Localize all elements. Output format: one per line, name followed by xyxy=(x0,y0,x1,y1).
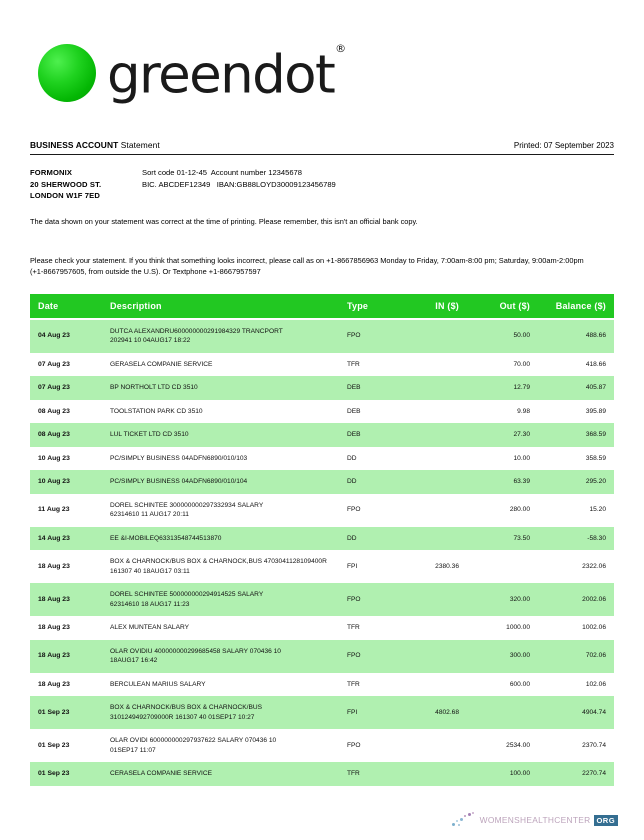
cell-description xyxy=(102,376,339,400)
description-line-1: EE &I-MOBILEQ63313548744513870 xyxy=(110,534,222,542)
cell-in: 2380.36 xyxy=(395,550,467,583)
address-line-1: 20 SHERWOOD ST. xyxy=(30,179,102,189)
statement-title-light: Statement xyxy=(118,140,160,150)
cell-balance: 295.20 xyxy=(538,470,614,494)
description-line-1: DOREL SCHINTEE 500000000294914525 SALARY xyxy=(110,591,264,598)
cell-in xyxy=(395,729,467,762)
description-line-1: BOX & CHARNOCK/BUS BOX & CHARNOCK,BUS 4703041128109400R xyxy=(110,558,327,565)
cell-in xyxy=(395,616,467,640)
cell-description xyxy=(102,583,339,616)
cell-balance: 368.59 xyxy=(538,423,614,447)
cell-type: FPO xyxy=(339,319,395,353)
statement-title xyxy=(30,140,160,150)
cell-type: FPO xyxy=(339,583,395,616)
description-line-2: 161307 40 18AUG17 03:11 xyxy=(110,567,190,575)
description-line-1: DOREL SCHINTEE 300000000297332934 SALARY xyxy=(110,501,264,509)
cell-date: 11 Aug 23 xyxy=(30,494,102,527)
description-line-2: 01SEP17 11:07 xyxy=(110,746,156,754)
table-row[interactable] xyxy=(30,583,614,616)
cell-balance: 358.59 xyxy=(538,447,614,471)
cell-date: 18 Aug 23 xyxy=(30,583,102,616)
cell-in xyxy=(395,319,467,353)
description-line-1: ALEX MUNTEAN SALARY xyxy=(110,624,190,631)
cell-balance: 395.89 xyxy=(538,400,614,424)
brand-name-text: greendot xyxy=(107,44,335,106)
cell-date: 10 Aug 23 xyxy=(30,447,102,471)
cell-type: FPO xyxy=(339,494,395,527)
cell-description xyxy=(102,447,339,471)
description-line-2: 62314610 11 AUG17 20:11 xyxy=(110,511,189,518)
cell-balance: 2002.06 xyxy=(538,583,614,616)
cell-out: 27.30 xyxy=(467,423,538,447)
cell-description xyxy=(102,494,339,527)
column-header-description[interactable]: Description xyxy=(102,294,339,319)
column-header-date[interactable]: Date xyxy=(30,294,102,319)
cell-out xyxy=(467,696,538,729)
table-row[interactable] xyxy=(30,696,614,729)
account-info-block xyxy=(30,167,614,202)
table-row[interactable] xyxy=(30,527,614,551)
cell-date: 10 Aug 23 xyxy=(30,470,102,494)
cell-description xyxy=(102,550,339,583)
watermark-org-badge: ORG xyxy=(594,815,619,826)
cell-balance: 2322.06 xyxy=(538,550,614,583)
description-line-1: OLAR OVIDI 600000000297937622 SALARY 070436 10 xyxy=(110,737,277,744)
table-body xyxy=(30,319,614,786)
cell-description xyxy=(102,673,339,697)
description-line-2: 62314610 18 AUG17 11:23 xyxy=(110,600,190,608)
cell-type: DEB xyxy=(339,400,395,424)
cell-date: 14 Aug 23 xyxy=(30,527,102,551)
table-row[interactable] xyxy=(30,550,614,583)
table-row[interactable] xyxy=(30,616,614,640)
table-header-row xyxy=(30,294,614,319)
cell-description xyxy=(102,729,339,762)
description-line-1: LUL TICKET LTD CD 3510 xyxy=(110,431,189,438)
cell-out: 1000.00 xyxy=(467,616,538,640)
cell-balance: 102.06 xyxy=(538,673,614,697)
cell-type: TFR xyxy=(339,762,395,786)
table-row[interactable] xyxy=(30,319,614,353)
description-line-1: OLAR OVIDIU 400000000299685458 SALARY 070436 10 xyxy=(110,647,281,655)
table-row[interactable] xyxy=(30,400,614,424)
table-row[interactable] xyxy=(30,447,614,471)
cell-date: 07 Aug 23 xyxy=(30,376,102,400)
cell-in xyxy=(395,583,467,616)
cell-in xyxy=(395,762,467,786)
header-divider xyxy=(30,154,614,155)
cell-out: 100.00 xyxy=(467,762,538,786)
brand-wordmark xyxy=(107,42,345,106)
cell-balance: 15.20 xyxy=(538,494,614,527)
cell-out: 63.39 xyxy=(467,470,538,494)
column-header-out[interactable]: Out ($) xyxy=(467,294,538,319)
cell-date: 18 Aug 23 xyxy=(30,550,102,583)
cell-balance: 418.66 xyxy=(538,353,614,377)
cell-in xyxy=(395,423,467,447)
cell-out: 50.00 xyxy=(467,319,538,353)
table-row[interactable] xyxy=(30,353,614,377)
cell-balance: 2370.74 xyxy=(538,729,614,762)
cell-balance: 2270.74 xyxy=(538,762,614,786)
cell-date: 08 Aug 23 xyxy=(30,423,102,447)
cell-out: 12.79 xyxy=(467,376,538,400)
contact-notice: Please check your statement. If you think that something looks incorrect, please call as on +1-8667856963 Monday to Friday, 7:00am-8:00 pm; Saturday, 9:00am-2:00pm (+1-8667957605, from outside the U.S). Or Textphone +1-8667957597 xyxy=(30,255,584,276)
cell-date: 18 Aug 23 xyxy=(30,640,102,673)
column-header-in[interactable]: IN ($) xyxy=(395,294,467,319)
cell-description xyxy=(102,696,339,729)
cell-in xyxy=(395,447,467,471)
transactions-table xyxy=(30,294,614,786)
cell-type: TFR xyxy=(339,353,395,377)
cell-in xyxy=(395,494,467,527)
cell-date: 04 Aug 23 xyxy=(30,319,102,353)
green-dot-icon xyxy=(38,44,96,102)
cell-type: DD xyxy=(339,470,395,494)
cell-type: DD xyxy=(339,527,395,551)
cell-description xyxy=(102,353,339,377)
description-line-1: BERCULEAN MARIUS SALARY xyxy=(110,680,206,688)
cell-out xyxy=(467,550,538,583)
cell-description xyxy=(102,400,339,424)
cell-out: 73.50 xyxy=(467,527,538,551)
cell-type: FPO xyxy=(339,729,395,762)
printed-date: Printed: 07 September 2023 xyxy=(513,141,614,150)
cell-date: 18 Aug 23 xyxy=(30,616,102,640)
description-line-1: PC/SIMPLY BUSINESS 04ADFN6890/010/103 xyxy=(110,454,248,462)
accuracy-notice: The data shown on your statement was correct at the time of printing. Please remember, this isn't an official bank copy. xyxy=(30,216,418,226)
cell-description xyxy=(102,319,339,353)
cell-balance: 488.66 xyxy=(538,319,614,353)
cell-type: TFR xyxy=(339,616,395,640)
cell-balance: 702.06 xyxy=(538,640,614,673)
description-line-2: 202941 10 04AUG17 18:22 xyxy=(110,337,191,344)
cell-type: FPO xyxy=(339,640,395,673)
cell-type: TFR xyxy=(339,673,395,697)
table-row[interactable] xyxy=(30,423,614,447)
description-line-2: 18AUG17 16:42 xyxy=(110,657,158,664)
cell-date: 18 Aug 23 xyxy=(30,673,102,697)
cell-description xyxy=(102,762,339,786)
cell-balance: 405.87 xyxy=(538,376,614,400)
account-holder-address xyxy=(30,167,142,202)
column-header-type[interactable]: Type xyxy=(339,294,395,319)
address-line-2: LONDON W1F 7ED xyxy=(30,191,101,200)
account-identifiers xyxy=(142,167,336,202)
cell-out: 2534.00 xyxy=(467,729,538,762)
cell-description xyxy=(102,423,339,447)
cell-in xyxy=(395,640,467,673)
description-line-2: 3101249492709000R 161307 40 01SEP17 10:27 xyxy=(110,713,255,721)
cell-balance: 4904.74 xyxy=(538,696,614,729)
cell-type: FPI xyxy=(339,550,395,583)
table-row[interactable] xyxy=(30,640,614,673)
cell-out: 10.00 xyxy=(467,447,538,471)
brand-logo xyxy=(30,0,614,114)
sort-code-account-number: Sort code 01-12-45 Account number 12345678 xyxy=(142,168,303,177)
description-line-1: PC/SIMPLY BUSINESS 04ADFN6890/010/104 xyxy=(110,478,248,485)
description-line-1: BOX & CHARNOCK/BUS BOX & CHARNOCK/BUS xyxy=(110,704,263,711)
cell-out: 280.00 xyxy=(467,494,538,527)
cell-type: FPI xyxy=(339,696,395,729)
cell-in xyxy=(395,470,467,494)
table-row[interactable] xyxy=(30,673,614,697)
cell-out: 70.00 xyxy=(467,353,538,377)
statement-header-row xyxy=(30,140,614,150)
description-line-1: BP NORTHOLT LTD CD 3510 xyxy=(110,384,198,391)
cell-type: DD xyxy=(339,447,395,471)
cell-description xyxy=(102,527,339,551)
description-line-1: DUTCA ALEXANDRU600000000291984329 TRANCPORT xyxy=(110,327,283,335)
table-row[interactable] xyxy=(30,376,614,400)
watermark xyxy=(452,812,618,828)
bic-iban: BIC. ABCDEF12349 IBAN:GB88LOYD30009123456789 xyxy=(142,179,336,189)
cell-out: 320.00 xyxy=(467,583,538,616)
cell-type: DEB xyxy=(339,423,395,447)
cell-date: 07 Aug 23 xyxy=(30,353,102,377)
description-line-1: CERASELA COMPANIE SERVICE xyxy=(110,770,212,777)
cell-date: 01 Sep 23 xyxy=(30,729,102,762)
account-holder-name: FORMONIX xyxy=(30,168,73,177)
description-line-1: TOOLSTATION PARK CD 3510 xyxy=(110,407,203,415)
cell-type: DEB xyxy=(339,376,395,400)
cell-out: 300.00 xyxy=(467,640,538,673)
watermark-text: WOMENSHEALTHCENTER xyxy=(479,815,591,825)
cell-in xyxy=(395,376,467,400)
registered-trademark-icon: ® xyxy=(335,42,345,56)
cell-balance: -58.30 xyxy=(538,527,614,551)
cell-description xyxy=(102,640,339,673)
statement-title-bold: BUSINESS ACCOUNT xyxy=(30,140,119,150)
cell-date: 08 Aug 23 xyxy=(30,400,102,424)
cell-date: 01 Sep 23 xyxy=(30,696,102,729)
cell-in xyxy=(395,400,467,424)
table-row[interactable] xyxy=(30,494,614,527)
cell-out: 600.00 xyxy=(467,673,538,697)
cell-date: 01 Sep 23 xyxy=(30,762,102,786)
cell-balance: 1002.06 xyxy=(538,616,614,640)
cell-description xyxy=(102,470,339,494)
table-header xyxy=(30,294,614,319)
cell-in: 4802.68 xyxy=(395,696,467,729)
cell-description xyxy=(102,616,339,640)
cell-in xyxy=(395,527,467,551)
description-line-1: GERASELA COMPANIE SERVICE xyxy=(110,360,213,368)
cell-in xyxy=(395,673,467,697)
cell-in xyxy=(395,353,467,377)
cell-out: 9.98 xyxy=(467,400,538,424)
column-header-balance[interactable]: Balance ($) xyxy=(538,294,614,319)
table-row[interactable] xyxy=(30,729,614,762)
watermark-dots-icon xyxy=(452,812,478,828)
table-row[interactable] xyxy=(30,470,614,494)
table-row[interactable] xyxy=(30,762,614,786)
